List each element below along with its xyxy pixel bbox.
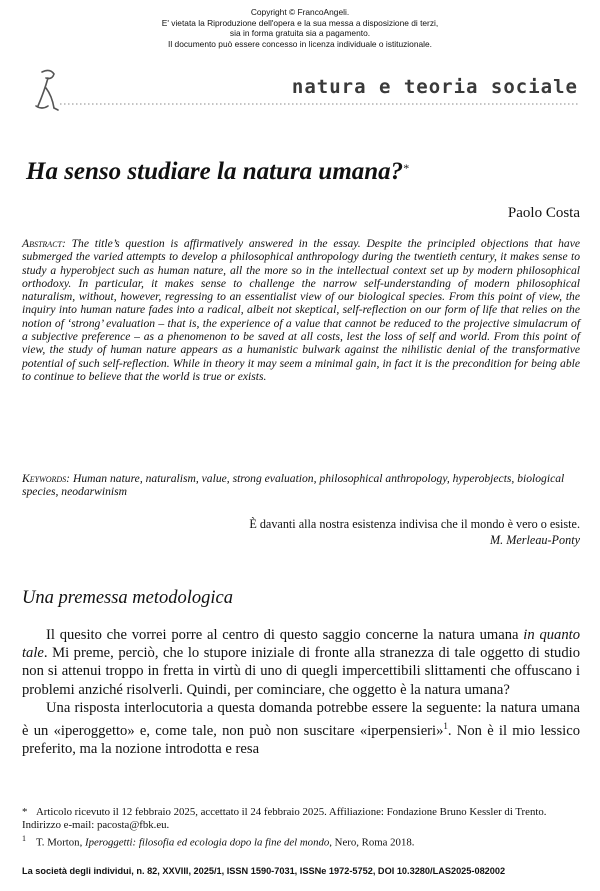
body-paragraph <box>22 699 580 758</box>
footnote-text: T. Morton, <box>36 837 85 849</box>
footnotes <box>22 806 580 850</box>
copyright-line: E' vietata la Riproduzione dell'opera e la sua messa a disposizione di terzi, <box>161 17 439 28</box>
body-text-run: Il quesito che vorrei porre al centro di questo saggio concerne la natura umana <box>46 627 524 643</box>
abstract-label: Abstract: <box>22 237 66 250</box>
epigraph <box>60 516 580 548</box>
body-paragraph <box>22 626 580 699</box>
footnote-book-title: Iperoggetti: filosofia ed ecologia dopo la fine del mondo <box>84 837 330 849</box>
article-title <box>26 157 586 187</box>
section-heading: Una premessa metodologica <box>22 588 234 608</box>
title-footnote-mark: * <box>403 161 410 175</box>
journal-masthead <box>28 66 580 116</box>
footnote-star <box>22 806 580 832</box>
abstract-text: The title’s question is affirmatively answered in the essay. Despite the principled objections that have submerged the varied attempts to develop a philosophical anthropology during the twentieth century, it makes sense to study a hyperobject such as human nature, all the more so in the intellectual context set up by modern philosophical orthodoxy. In particular, it makes sense to challenge the narrow self-understanding of modern philosophical naturalism, without, however, regressing to an essentialist view of our biological species. From this point of view, the inquiry into human nature fades into a radical, albeit not skeptical, self-reflection on our form of life that relies on the notion of ‘strong’ evaluation – that is, the experience of a value that cannot be reduced to the projective simulacrum of a subjective preference – as a phenomenon to be saved at all costs, lest the loss of self and world. From this point of view, the study of human nature appears as a humanistic bulwark against the nihilistic denial of the transformative potential of such self-reflection. While in theory it may seem a minimal gain, in fact it is the precondition for being able to continue to believe that the world is true or exists. <box>22 237 580 383</box>
footnote-reference: 1 <box>443 721 448 732</box>
body-text <box>22 626 580 758</box>
keywords <box>22 472 580 499</box>
journal-name: natura e teoria sociale <box>291 76 578 98</box>
body-text-run: . Mi preme, perciò, che lo stupore iniziale di fronte alla stranezza di tale oggetto di studio non si attenui troppo in fretta in virtù di uno di quegli impercettibili slittamenti che offuscano i problemi anziché risolverli. Quindi, per cominciare, che oggetto è la natura umana? <box>22 645 580 698</box>
body-text-run: Una risposta interlocutoria a questa domanda potrebbe essere la seguente: la natura umana è un «iperoggetto» e, come tale, non può non suscitare «iperpensieri» <box>22 699 580 739</box>
footnote-text: , Nero, Roma 2018. <box>329 837 415 849</box>
footnote-mark: 1 <box>22 834 26 844</box>
keywords-text: Human nature, naturalism, value, strong evaluation, philosophical anthropology, hyperobjects, biological species, neodarwinism <box>22 472 565 499</box>
epigraph-source: M. Merleau-Ponty <box>489 533 580 547</box>
copyright-line: Copyright © FrancoAngeli. <box>250 7 350 17</box>
page-footer-citation: La società degli individui, n. 82, XXVIII, 2025/1, ISSN 1590-7031, ISSNe 1972-5752, DOI 10.3280/LAS2025-082002 <box>22 866 506 876</box>
epigraph-quote: È davanti alla nostra esistenza indivisa che il mondo è vero o esiste. <box>249 517 580 531</box>
body-text-run: . Non è il mio lessico preferito, ma la nozione introdotta e resa <box>22 722 580 758</box>
keywords-label: Keywords: <box>22 472 71 485</box>
copyright-line: Il documento può essere concesso in licenza individuale o istituzionale. <box>168 38 432 49</box>
journal-logo-figure <box>36 70 58 110</box>
abstract <box>22 237 580 383</box>
article-author: Paolo Costa <box>507 205 580 221</box>
article-title-text: Ha senso studiare la natura umana? <box>26 158 404 185</box>
copyright-line: sia in forma gratuita sia a pagamento. <box>229 28 371 38</box>
footnote-1 <box>22 832 580 850</box>
footnote-mark: * <box>22 806 28 818</box>
body-emphasis: in quanto tale <box>22 627 580 662</box>
copyright-notice <box>0 7 600 49</box>
footnote-text: Articolo ricevuto il 12 febbraio 2025, accettato il 24 febbraio 2025. Affiliazione: Fondazione Bruno Kessler di Trento. Indirizzo e-mail: pacosta@fbk.eu. <box>22 806 547 832</box>
